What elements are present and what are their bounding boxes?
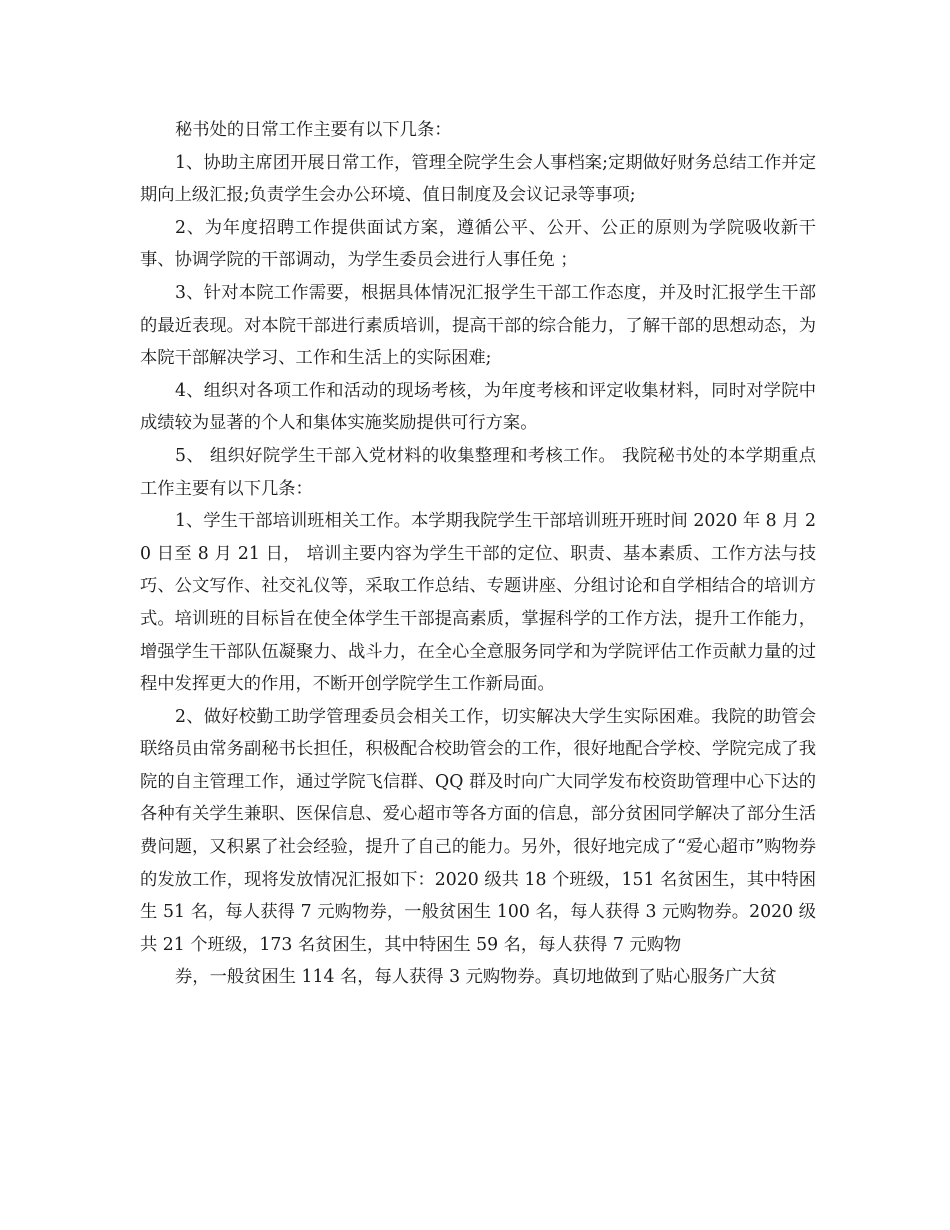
paragraph-intro-daily-work: 秘书处的日常工作主要有以下几条： xyxy=(175,120,452,140)
paragraph-daily-item-3: 3、针对本院工作需要，根据具体情况汇报学生干部工作态度，并及时汇报学生干部的最近表现。对本院干部进行素质培训，提高干部的综合能力，了解干部的思想动态，为本院干部解决学习、工作和生活上的实际困难; xyxy=(140,282,816,369)
document-body xyxy=(140,114,816,994)
paragraph-key-work-2: 2、做好校勤工助学管理委员会相关工作，切实解决大学生实际困难。我院的助管会联络员由常务副秘书长担任，积极配合校助管会的工作，很好地配合学校、学院完成了我院的自主管理工作，通过学院飞信群、QQ 群及时向广大同学发布校资助管理中心下达的各种有关学生兼职、医保信息、爱心超市等各方面的信息，部分贫困同学解决了部分生活费问题，又积累了社会经验，提升了自己的能力。另外，很好地完成了“爱心超市”购物券的发放工作，现将发放情况汇报如下：2020 级共 18 个班级，151 名贫困生，其中特困生 51 名，每人获得 7 元购物券，一般贫困生 100 名，每人获得 3 元购物券。2020 级共 21 个班级，173 名贫困生，其中特困生 59 名，每人获得 7 元购物 xyxy=(140,706,816,955)
paragraph-daily-item-2: 2、为年度招聘工作提供面试方案，遵循公平、公开、公正的原则为学院吸收新干事、协调学院的干部调动，为学生委员会进行人事任免 ； xyxy=(140,217,816,271)
paragraph-daily-item-4: 4、组织对各项工作和活动的现场考核，为年度考核和评定收集材料，同时对学院中成绩较为显著的个人和集体实施奖励提供可行方案。 xyxy=(140,380,816,434)
paragraph-key-work-2-continued: 券，一般贫困生 114 名，每人获得 3 元购物券。真切地做到了贴心服务广大贫 xyxy=(175,967,777,988)
paragraph-key-work-1: 1、学生干部培训班相关工作。本学期我院学生干部培训班开班时间 2020 年 8 月 20 日至 8 月 21 日， 培训主要内容为学生干部的定位、职责、基本素质、工作方法与技巧、公文写作、社交礼仪等，采取工作总结、专题讲座、分组讨论和自学相结合的培训方式。培训班的目标旨在使全体学生干部提高素质，掌握科学的工作方法，提升工作能力，增强学生干部队伍凝聚力、战斗力，在全心全意服务同学和为学院评估工作贡献力量的过程中发挥更大的作用，不断开创学院学生工作新局面。 xyxy=(140,511,816,695)
paragraph-daily-item-1: 1、协助主席团开展日常工作，管理全院学生会人事档案;定期做好财务总结工作并定期向上级汇报;负责学生会办公环境、值日制度及会议记录等事项; xyxy=(140,152,816,206)
paragraph-daily-item-5: 5、 组织好院学生干部入党材料的收集整理和考核工作。 我院秘书处的本学期重点工作主要有以下几条： xyxy=(140,445,816,499)
